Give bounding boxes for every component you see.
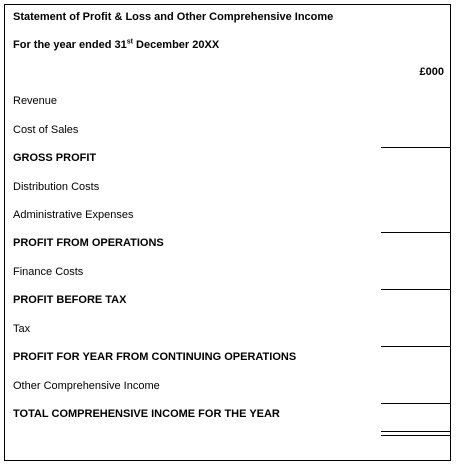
currency-unit-header: £000 [419,66,444,78]
statement-title: Statement of Profit & Loss and Other Comprehensive Income [13,11,334,23]
line-revenue: Revenue [13,95,58,107]
subtotal-rule [381,147,450,148]
period-ordinal: st [126,38,133,46]
total-double-rule [381,435,450,436]
period-suffix: December 20XX [132,39,220,51]
total-double-rule [381,431,450,432]
line-administrative-expenses: Administrative Expenses [13,209,134,221]
line-gross-profit: GROSS PROFIT [13,152,97,164]
line-profit-continuing-operations: PROFIT FOR YEAR FROM CONTINUING OPERATIONS [13,351,297,363]
subtotal-rule [381,232,450,233]
subtotal-rule [381,289,450,290]
line-tax: Tax [13,323,31,335]
line-profit-from-operations: PROFIT FROM OPERATIONS [13,237,164,249]
line-profit-before-tax: PROFIT BEFORE TAX [13,294,127,306]
subtotal-rule [381,346,450,347]
period-prefix: For the year ended 31 [13,39,127,51]
subtotal-rule [381,403,450,404]
line-other-comprehensive-income: Other Comprehensive Income [13,380,160,392]
statement-period [13,39,219,52]
line-finance-costs: Finance Costs [13,266,84,278]
line-distribution-costs: Distribution Costs [13,181,100,193]
line-total-comprehensive-income: TOTAL COMPREHENSIVE INCOME FOR THE YEAR [13,408,280,420]
statement-frame [4,4,451,461]
line-cost-of-sales: Cost of Sales [13,124,79,136]
